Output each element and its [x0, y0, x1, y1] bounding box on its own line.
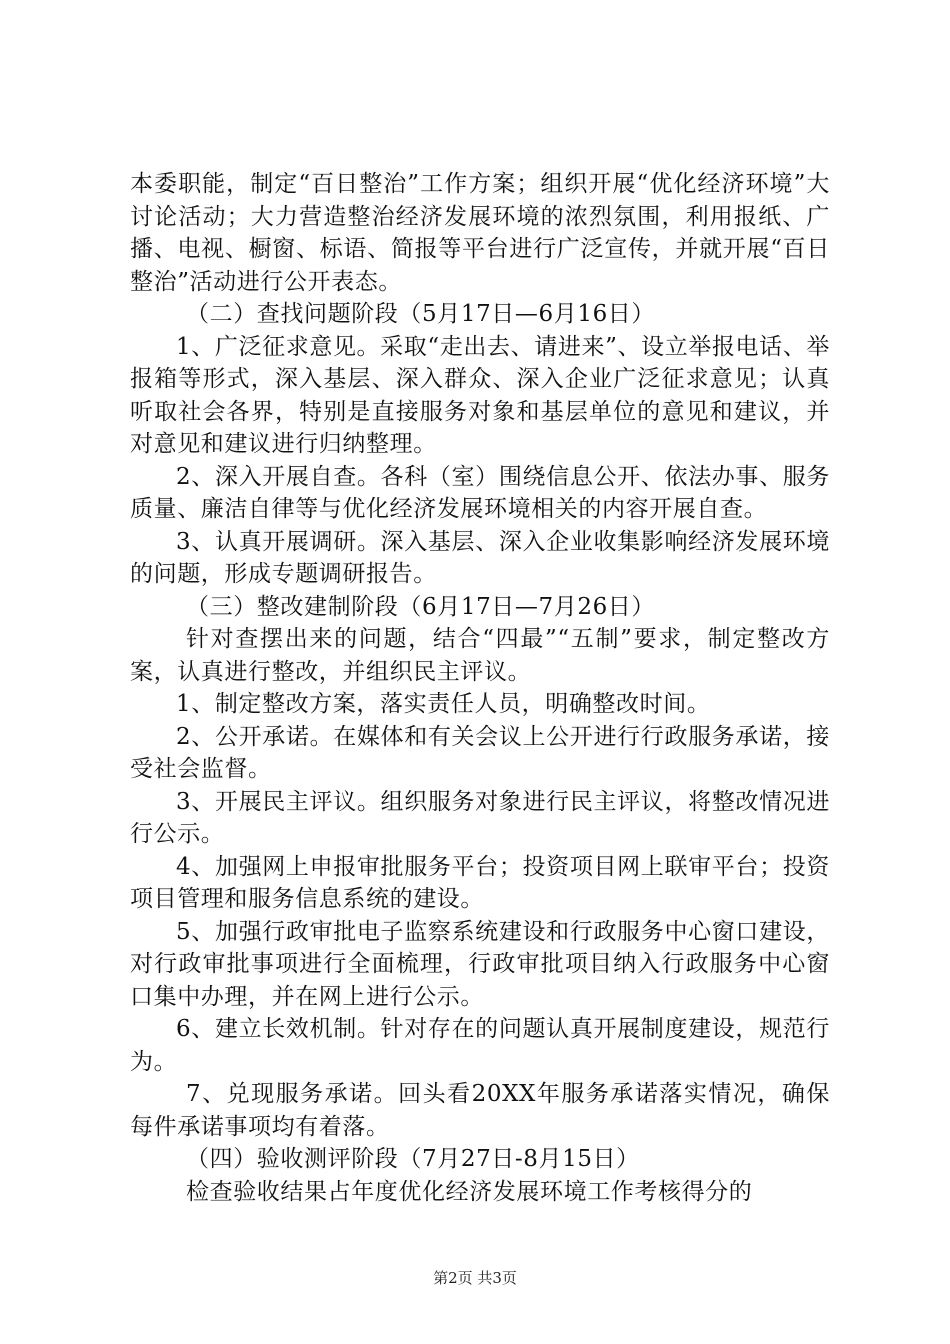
paragraph-item: 4、加强网上申报审批服务平台；投资项目网上联审平台；投资项目管理和服务信息系统的建设。 — [130, 853, 830, 912]
section-heading-2: （二）查找问题阶段（5月17日—6月16日） — [186, 301, 655, 327]
paragraph-item: 5、加强行政审批电子监察系统建设和行政服务中心窗口建设，对行政审批事项进行全面梳理，行政审批项目纳入行政服务中心窗口集中办理，并在网上进行公示。 — [130, 918, 830, 1010]
paragraph-intro: 针对查摆出来的问题，结合“四最”“五制”要求，制定整改方案，认真进行整改，并组织民主评议。 — [130, 626, 830, 685]
document-body — [130, 168, 830, 1208]
page-number-footer: 第2页 共3页 — [433, 1269, 517, 1287]
paragraph-item: 3、开展民主评议。组织服务对象进行民主评议，将整改情况进行公示。 — [130, 788, 830, 847]
paragraph-item: 1、广泛征求意见。采取“走出去、请进来”、设立举报电话、举报箱等形式，深入基层、深入群众、深入企业广泛征求意见；认真听取社会各界，特别是直接服务对象和基层单位的意见和建议，并对意见和建议进行归纳整理。 — [130, 333, 830, 457]
section-heading-3: （三）整改建制阶段（6月17日—7月26日） — [186, 593, 655, 620]
paragraph-item: 1、制定整改方案，落实责任人员，明确整改时间。 — [176, 691, 711, 717]
paragraph-item: 6、建立长效机制。针对存在的问题认真开展制度建设，规范行为。 — [130, 1016, 830, 1075]
paragraph-item: 7、兑现服务承诺。回头看20XX年服务承诺落实情况，确保每件承诺事项均有着落。 — [130, 1081, 830, 1140]
paragraph-item: 3、认真开展调研。深入基层、深入企业收集影响经济发展环境的问题，形成专题调研报告。 — [130, 528, 830, 587]
section-heading-4: （四）验收测评阶段（7月27日-8月15日） — [186, 1146, 640, 1172]
paragraph-continuation: 本委职能，制定“百日整治”工作方案；组织开展“优化经济环境”大讨论活动；大力营造整治经济发展环境的浓烈氛围，利用报纸、广播、电视、橱窗、标语、简报等平台进行广泛宣传，并就开展“百日整治”活动进行公开表态。 — [130, 171, 830, 295]
paragraph-intro: 检查验收结果占年度优化经济发展环境工作考核得分的 — [186, 1178, 753, 1205]
paragraph-item: 2、深入开展自查。各科（室）围绕信息公开、依法办事、服务质量、廉洁自律等与优化经济发展环境相关的内容开展自查。 — [130, 463, 830, 522]
paragraph-item: 2、公开承诺。在媒体和有关会议上公开进行行政服务承诺，接受社会监督。 — [130, 723, 830, 782]
